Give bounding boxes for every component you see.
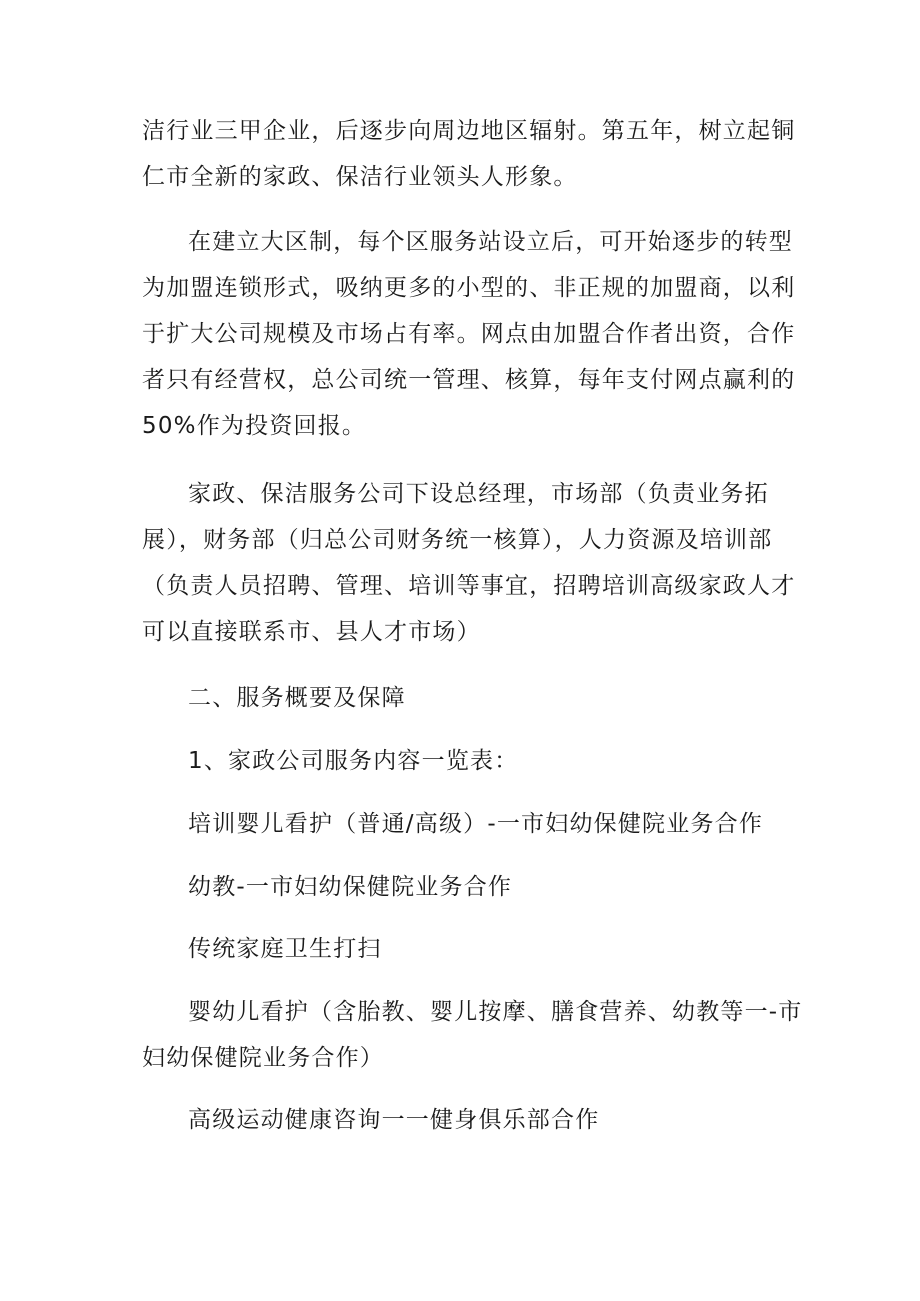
text-line: 为加盟连锁形式，吸纳更多的小型的、非正规的加盟商，以利 [142,275,796,301]
text-line: 婴幼儿看护（含胎教、婴儿按摩、膳食营养、幼教等一-市 [188,999,803,1025]
service-item: 高级运动健康咨询一一健身俱乐部合作 [188,1107,600,1133]
subsection-heading: 1、家政公司服务内容一览表： [188,748,519,774]
text-line: 家政、保洁服务公司下设总经理，市场部（负责业务拓 [188,481,769,507]
text-line: （负责人员招聘、管理、培训等事宜，招聘培训高级家政人才 [142,573,796,599]
service-item: 传统家庭卫生打扫 [188,936,382,962]
text-line: 可以直接联系市、县人才市场） [142,619,481,645]
text-line: 洁行业三甲企业，后逐步向周边地区辐射。第五年，树立起铜 [142,118,796,144]
paragraph-franchise [142,219,796,449]
text-line: 者只有经营权，总公司统一管理、核算，每年支付网点赢利的 [142,367,796,393]
text-line: 于扩大公司规模及市场占有率。网点由加盟合作者出资，合作 [142,321,796,347]
text-line: 展），财务部（归总公司财务统一核算），人力资源及培训部 [142,527,773,553]
paragraph-continuation [142,108,796,200]
section-heading: 二、服务概要及保障 [188,685,406,711]
service-item: 培训婴儿看护（普通/高级）-一市妇幼保健院业务合作 [188,811,764,837]
text-line: 仁市全新的家政、保洁行业领头人形象。 [142,164,578,190]
text-line: 50%作为投资回报。 [142,413,367,439]
paragraph-organization [142,471,796,655]
service-item: 幼教-一市妇幼保健院业务合作 [188,874,513,900]
service-item-multiline [142,989,803,1081]
text-line: 在建立大区制，每个区服务站设立后，可开始逐步的转型 [188,229,793,255]
text-line: 妇幼保健院业务合作） [142,1045,384,1071]
